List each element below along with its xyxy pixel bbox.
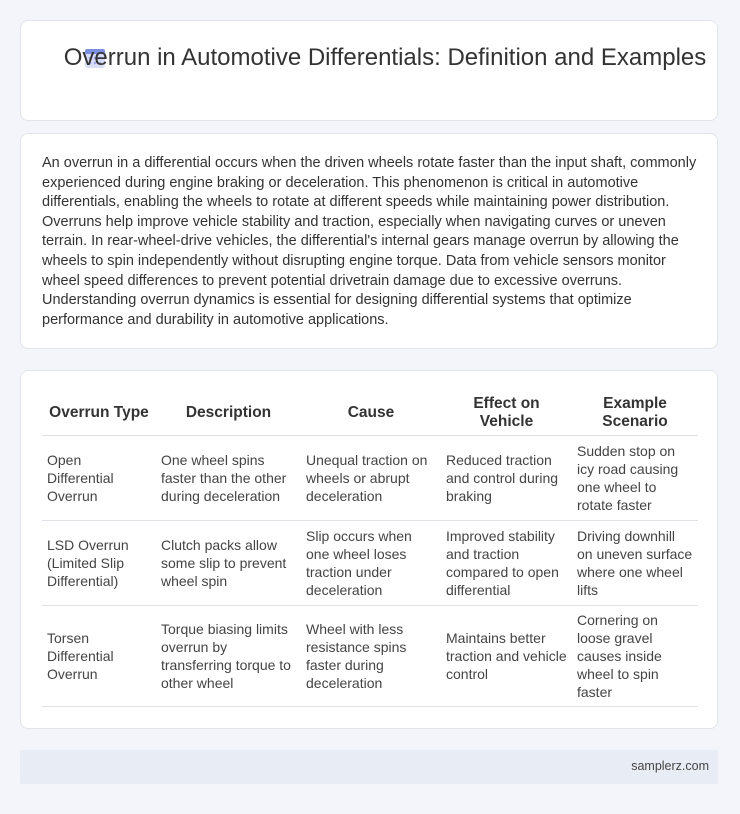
- table-cell: Driving downhill on uneven surface where one wheel lifts: [572, 521, 698, 606]
- table-header-row: [42, 390, 698, 436]
- page-title: Overrun in Automotive Differentials: Definition and Examples: [63, 44, 707, 71]
- table-cell: Sudden stop on icy road causing one wheel to rotate faster: [572, 436, 698, 521]
- table-cell: Slip occurs when one wheel loses traction under deceleration: [301, 521, 441, 606]
- header-effect: Effect on Vehicle: [441, 390, 572, 436]
- header-cause: Cause: [301, 390, 441, 436]
- table-cell: Wheel with less resistance spins faster during deceleration: [301, 606, 441, 707]
- table-cell: Torsen Differential Overrun: [42, 606, 156, 707]
- table-row: [42, 606, 698, 707]
- table-cell: Reduced traction and control during braking: [441, 436, 572, 521]
- table-row: [42, 521, 698, 606]
- table-cell: Clutch packs allow some slip to prevent wheel spin: [156, 521, 301, 606]
- table-cell: Maintains better traction and vehicle control: [441, 606, 572, 707]
- table-card: [20, 370, 718, 729]
- overrun-table: [42, 390, 698, 707]
- header-example: Example Scenario: [572, 390, 698, 436]
- table-cell: One wheel spins faster than the other during deceleration: [156, 436, 301, 521]
- header-description: Description: [156, 390, 301, 436]
- table-cell: Cornering on loose gravel causes inside wheel to spin faster: [572, 606, 698, 707]
- table-cell: Unequal traction on wheels or abrupt deceleration: [301, 436, 441, 521]
- title-card: [20, 20, 718, 121]
- header-overrun-type: Overrun Type: [42, 390, 156, 436]
- table-cell: Open Differential Overrun: [42, 436, 156, 521]
- footer-site-link[interactable]: samplerz.com: [631, 759, 709, 773]
- footer-bar: [20, 750, 718, 784]
- table-cell: Torque biasing limits overrun by transferring torque to other wheel: [156, 606, 301, 707]
- intro-paragraph: An overrun in a differential occurs when the driven wheels rotate faster than the input shaft, commonly experienced during engine braking or deceleration. This phenomenon is critical in automotive differentials, enabling the wheels to rotate at different speeds while maintaining power distribution. Overruns help improve vehicle stability and traction, especially when navigating curves or uneven terrain. In rear-wheel-drive vehicles, the differential's internal gears manage overrun by allowing the wheels to spin independently without disrupting engine torque. Data from vehicle sensors monitor wheel speed differences to prevent potential drivetrain damage due to excessive overruns. Understanding overrun dynamics is essential for designing differential systems that optimize performance and durability in automotive applications.: [42, 155, 697, 328]
- table-row: [42, 436, 698, 521]
- table-cell: Improved stability and traction compared to open differential: [441, 521, 572, 606]
- table-cell: LSD Overrun (Limited Slip Differential): [42, 521, 156, 606]
- intro-card: [20, 133, 718, 349]
